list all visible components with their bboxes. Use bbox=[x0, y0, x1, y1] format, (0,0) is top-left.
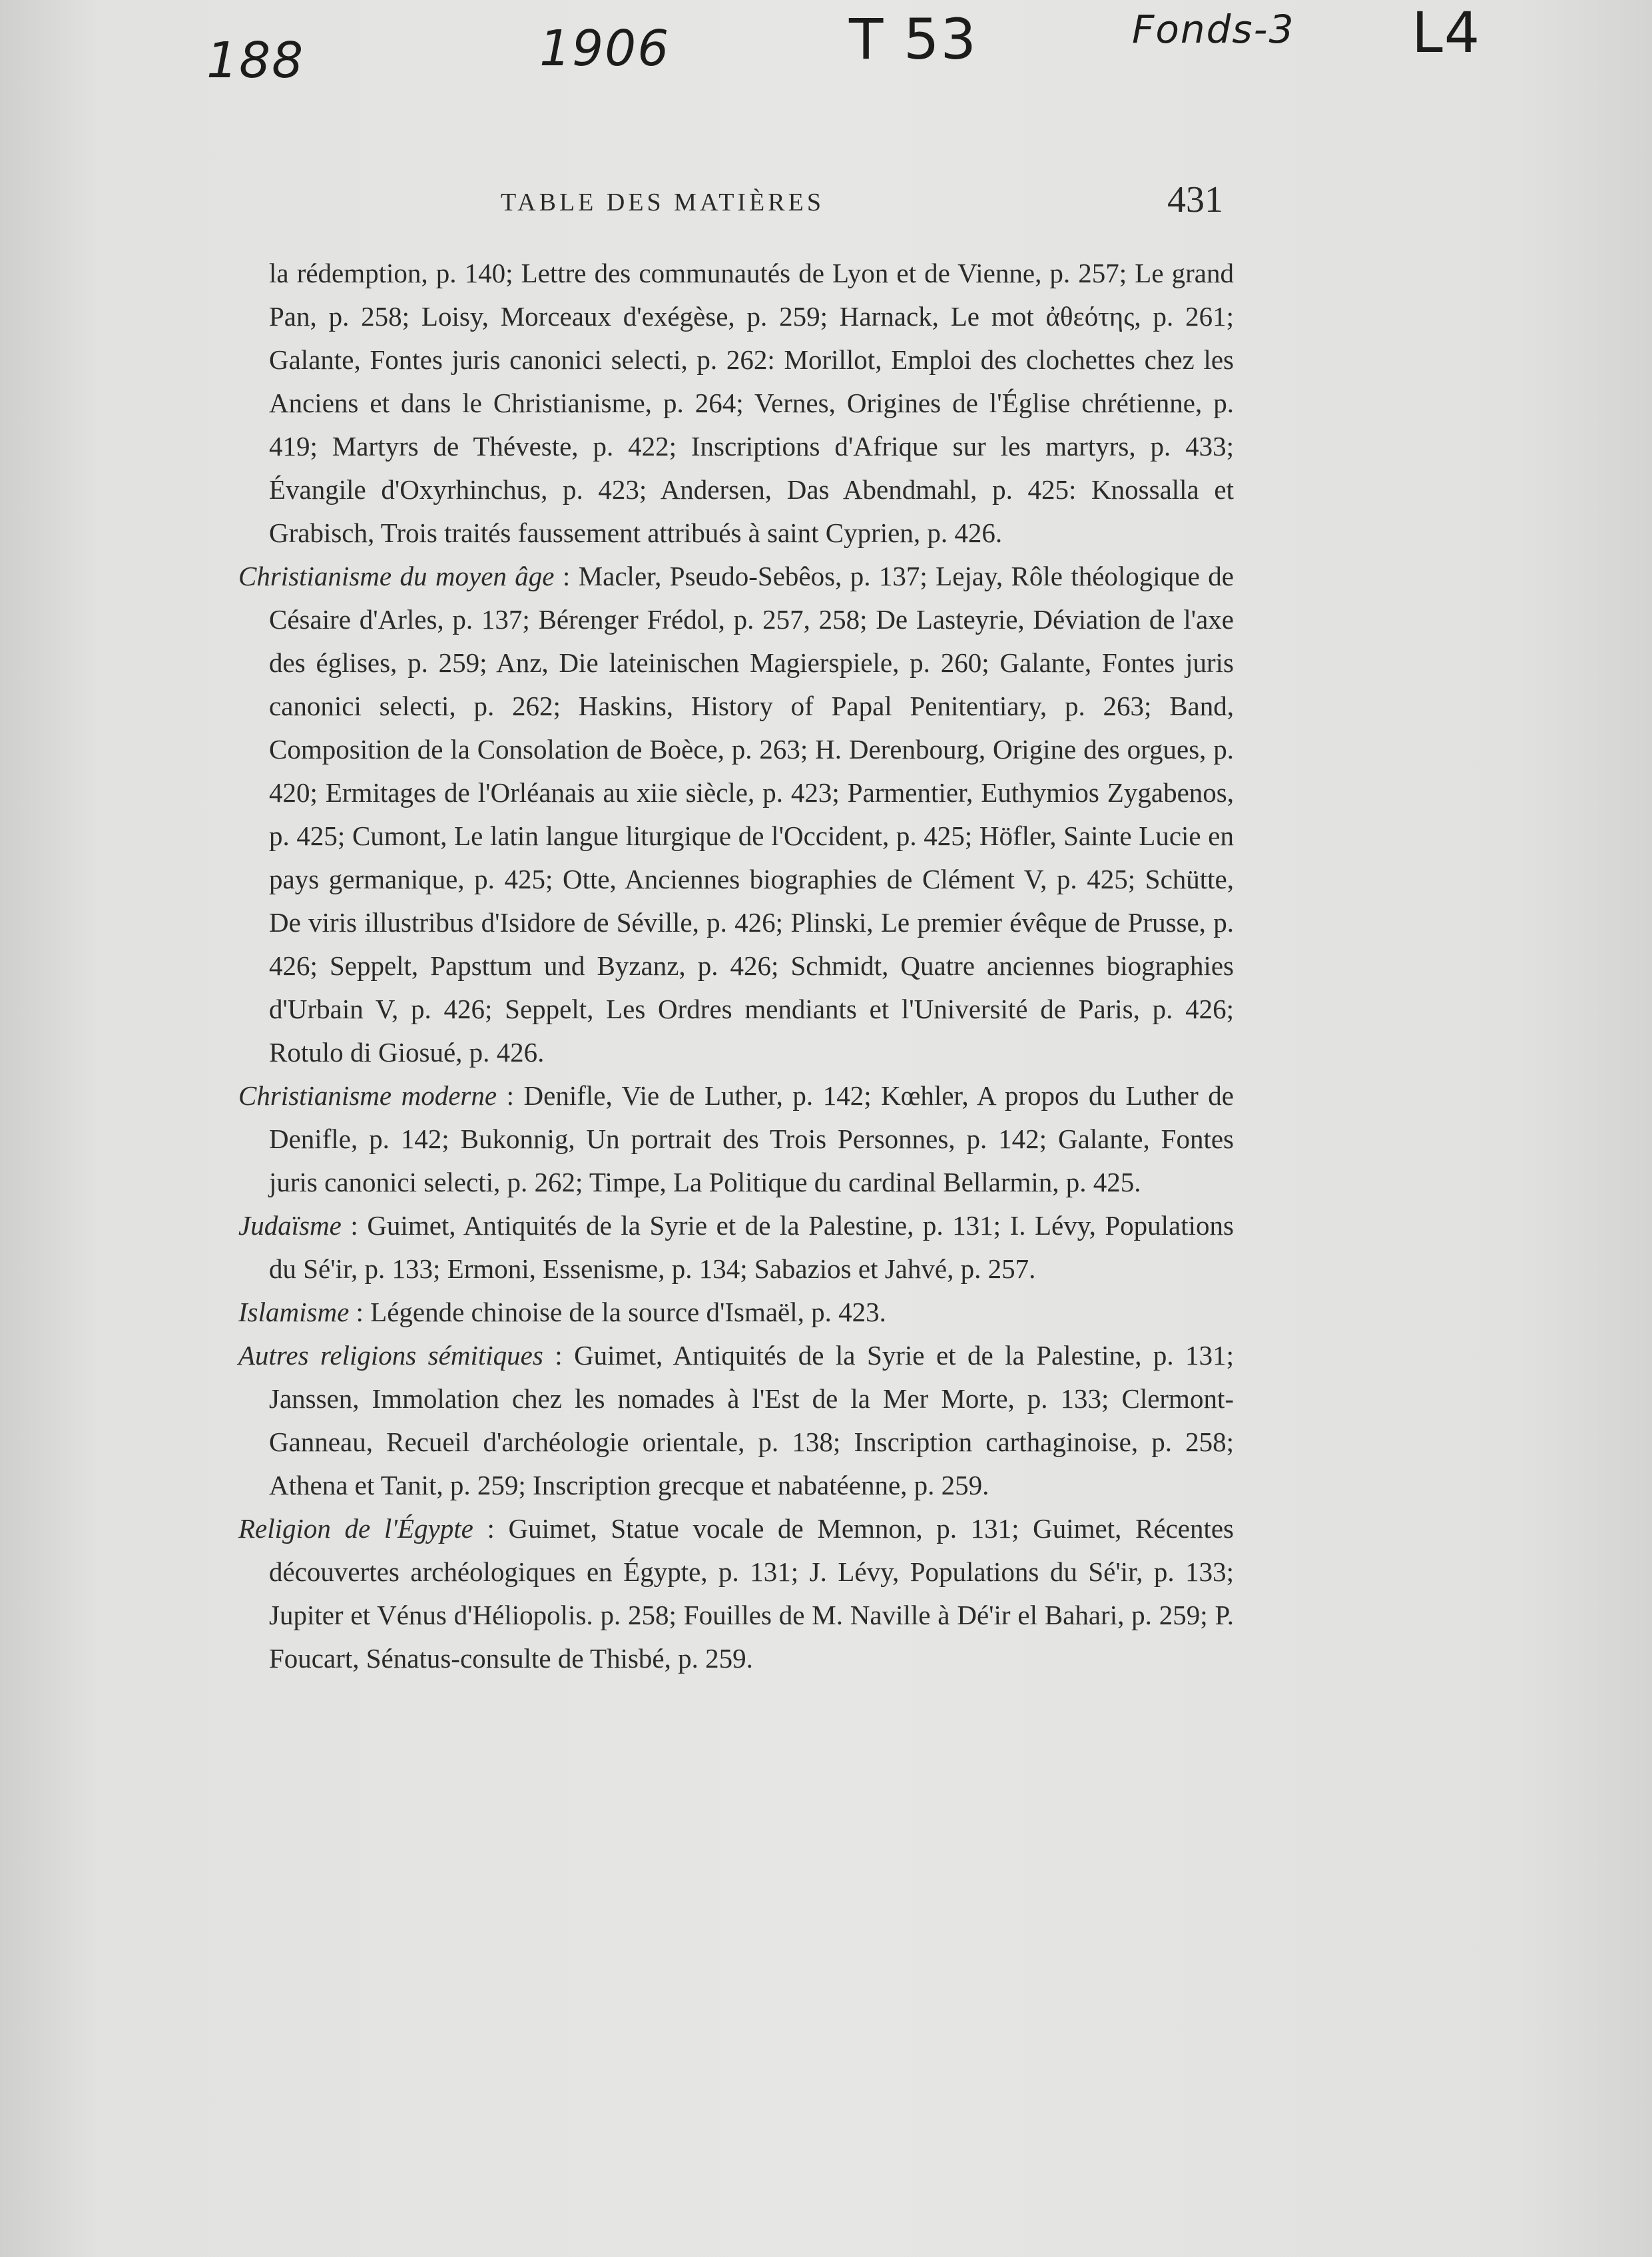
running-header: TABLE DES MATIÈRES bbox=[501, 188, 824, 216]
toc-entry bbox=[238, 1507, 1234, 1680]
entry-heading: Christianisme du moyen âge bbox=[238, 561, 555, 591]
handwritten-note: 1906 bbox=[539, 20, 671, 77]
entry-text: : Guimet, Statue vocale de Memnon, p. 131; Guimet, Récentes découvertes archéologiques en Égypte, p. 131; J. Lévy, Populations du Sé'ir, p. 133; Jupiter et Vénus d'Héliopolis. p. 258; Fouilles de M. Naville à Dé'ir el Bahari, p. 259; P. Foucart, Sénatus-consulte de Thisbé, p. 259. bbox=[269, 1513, 1235, 1674]
toc-entry bbox=[238, 1291, 1234, 1334]
entry-text: : Légende chinoise de la source d'Ismaël, p. 423. bbox=[349, 1297, 886, 1327]
entry-heading: Christianisme moderne bbox=[238, 1080, 497, 1111]
toc-entry bbox=[238, 252, 1234, 555]
entry-text: : Denifle, Vie de Luther, p. 142; Kœhler, A propos du Luther de Denifle, p. 142; Bukonnig, Un portrait des Trois Personnes, p. 142; Galante, Fontes juris canonici selecti, p. 262; Timpe, La Politique du cardinal Bellarmin, p. 425. bbox=[269, 1080, 1234, 1197]
page-number: 431 bbox=[1167, 179, 1223, 220]
handwritten-note: 188 bbox=[206, 32, 305, 89]
toc-entry bbox=[238, 1334, 1234, 1507]
entry-text: la rédemption, p. 140; Lettre des communautés de Lyon et de Vienne, p. 257; Le grand Pan, p. 258; Loisy, Morceaux d'exégèse, p. 259; Harnack, Le mot ἀθεότης, p. 261; Galante, Fontes juris canonici selecti, p. 262: Morillot, Emploi des clochettes chez les Anciens et dans le Christianisme, p. 264; Vernes, Origines de l'Église chrétienne, p. 419; Martyrs de Théveste, p. 422; Inscriptions d'Afrique sur les martyrs, p. 433; Évangile d'Oxyrhinchus, p. 423; Andersen, Das Abendmahl, p. 425: Knossalla et Grabisch, Trois traités faussement attribués à saint Cyprien, p. 426. bbox=[269, 258, 1234, 548]
entry-text: : Guimet, Antiquités de la Syrie et de la Palestine, p. 131; I. Lévy, Populations du Sé'ir, p. 133; Ermoni, Essenisme, p. 134; Sabazios et Jahvé, p. 257. bbox=[269, 1210, 1234, 1284]
entry-heading: Islamisme bbox=[238, 1297, 350, 1327]
toc-entry bbox=[238, 555, 1234, 1074]
entry-text: : Guimet, Antiquités de la Syrie et de la Palestine, p. 131; Janssen, Immolation chez les nomades à l'Est de la Mer Morte, p. 133; Clermont-Ganneau, Recueil d'archéologie orientale, p. 138; Inscription carthaginoise, p. 258; Athena et Tanit, p. 259; Inscription grecque et nabatéenne, p. 259. bbox=[269, 1340, 1234, 1500]
toc-entry bbox=[238, 1204, 1234, 1291]
handwritten-note: L4 bbox=[1412, 0, 1482, 65]
entry-heading: Religion de l'Égypte bbox=[238, 1513, 473, 1544]
handwritten-note: T 53 bbox=[849, 7, 977, 72]
handwritten-note: Fonds-3 bbox=[1132, 7, 1295, 52]
entry-heading: Autres religions sémitiques bbox=[238, 1340, 543, 1371]
entry-heading: Judaïsme bbox=[238, 1210, 342, 1241]
toc-entry bbox=[238, 1074, 1234, 1204]
entry-text: : Macler, Pseudo-Sebêos, p. 137; Lejay, Rôle théologique de Césaire d'Arles, p. 137; Bérenger Frédol, p. 257, 258; De Lasteyrie, Déviation de l'axe des églises, p. 259; Anz, Die lateinischen Magierspiele, p. 260; Galante, Fontes juris canonici selecti, p. 262; Haskins, History of Papal Penitentiary, p. 263; Band, Composition de la Consolation de Boèce, p. 263; H. Derenbourg, Origine des orgues, p. 420; Ermitages de l'Orléanais au xiie siècle, p. 423; Parmentier, Euthymios Zygabenos, p. 425; Cumont, Le latin langue liturgique de l'Occident, p. 425; Höfler, Sainte Lucie en pays germanique, p. 425; Otte, Anciennes biographies de Clément V, p. 425; Schütte, De viris illustribus d'Isidore de Séville, p. 426; Plinski, Le premier évêque de Prusse, p. 426; Seppelt, Papsttum und Byzanz, p. 426; Schmidt, Quatre anciennes biographies d'Urbain V, p. 426; Seppelt, Les Ordres mendiants et l'Université de Paris, p. 426; Rotulo di Giosué, p. 426. bbox=[269, 561, 1234, 1068]
table-of-contents-text bbox=[238, 252, 1234, 1680]
